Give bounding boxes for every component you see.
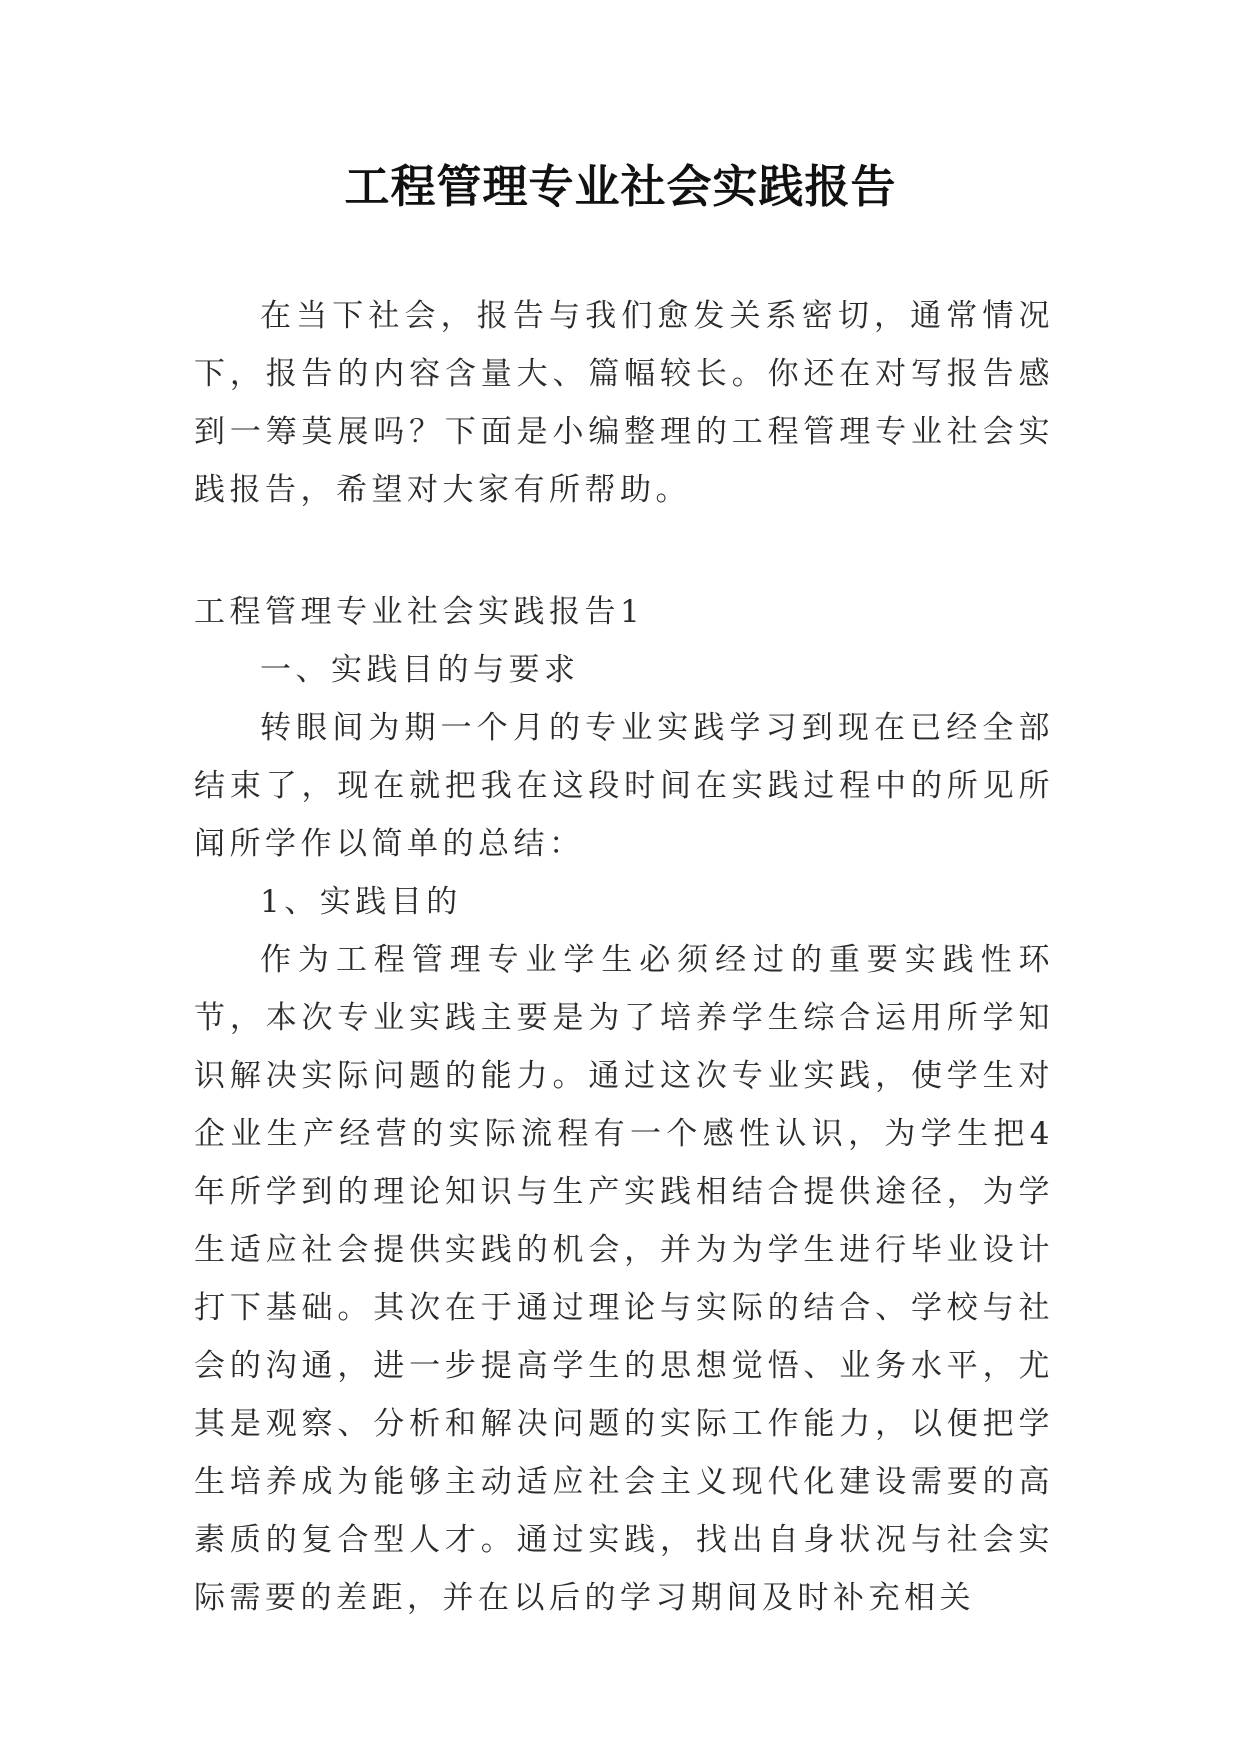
subheading-practice-goals: 一、实践目的与要求 <box>260 652 580 688</box>
intro-paragraph: 在当下社会，报告与我们愈发关系密切，通常情况下，报告的内容含量大、篇幅较长。你还在对写报告感到一筹莫展吗？下面是小编整理的工程管理专业社会实践报告，希望对大家有所帮助。 <box>194 298 1054 508</box>
paragraph-purpose: 作为工程管理专业学生必须经过的重要实践性环节，本次专业实践主要是为了培养学生综合运用所学知识解决实际问题的能力。通过这次专业实践，使学生对企业生产经营的实际流程有一个感性认识，为学生把4年所学到的理论知识与生产实践相结合提供途径，为学生适应社会提供实践的机会，并为为学生进行毕业设计打下基础。其次在于通过理论与实际的结合、学校与社会的沟通，进一步提高学生的思想觉悟、业务水平，尤其是观察、分析和解决问题的实际工作能力，以便把学生培养成为能够主动适应社会主义现代化建设需要的高素质的复合型人才。通过实践，找出自身状况与社会实际需要的差距，并在以后的学习期间及时补充相关 <box>194 942 1054 1616</box>
section-heading: 工程管理专业社会实践报告1 <box>194 594 645 630</box>
subheading-practice-purpose: 1、实践目的 <box>260 884 462 920</box>
report-section <box>194 583 1054 1627</box>
document-title: 工程管理专业社会实践报告 <box>344 160 897 213</box>
paragraph-summary: 转眼间为期一个月的专业实践学习到现在已经全部结束了，现在就把我在这段时间在实践过程中的所见所闻所学作以简单的总结： <box>194 710 1054 862</box>
